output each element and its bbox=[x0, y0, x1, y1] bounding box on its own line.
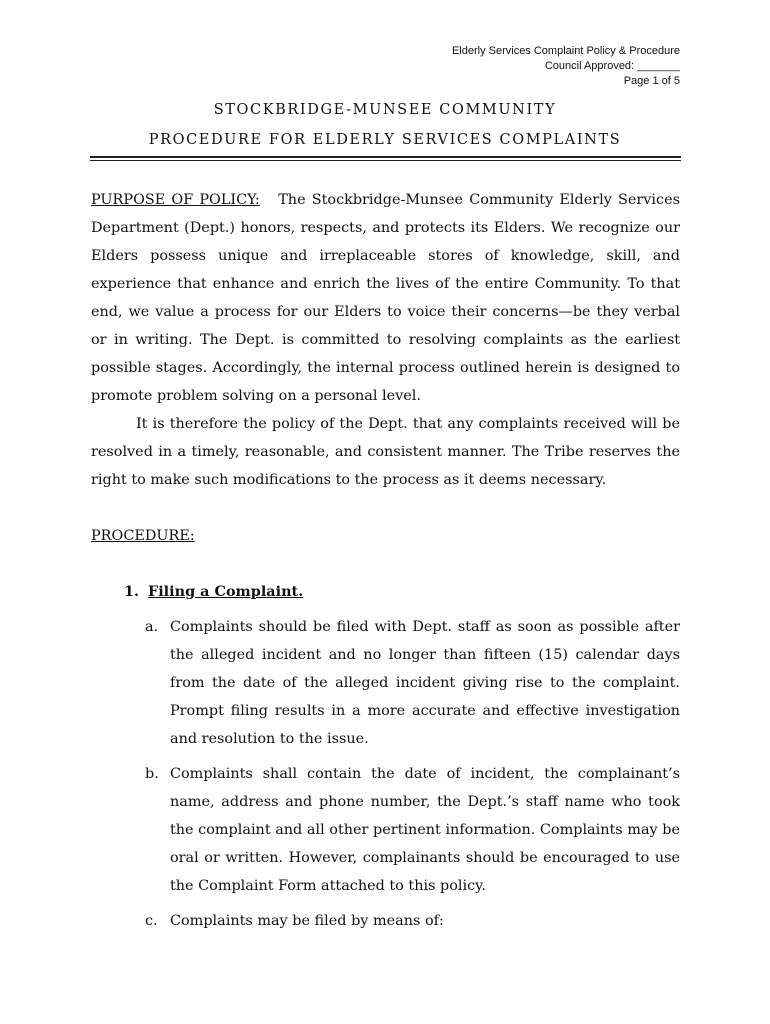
section-title: Filing a Complaint. bbox=[148, 583, 304, 600]
section-heading bbox=[124, 578, 303, 606]
title-rule-thick bbox=[90, 156, 681, 158]
header-council-approved: Council Approved: _______ bbox=[544, 60, 680, 72]
document-title: PROCEDURE FOR ELDERLY SERVICES COMPLAINTS bbox=[148, 132, 622, 148]
header-document-title: Elderly Services Complaint Policy & Procedure bbox=[451, 45, 680, 57]
running-header bbox=[452, 44, 680, 89]
title-rule-thin bbox=[90, 160, 681, 161]
list-item bbox=[145, 613, 680, 753]
list-item bbox=[145, 760, 680, 900]
title-block bbox=[90, 98, 680, 152]
policy-statement-text: It is therefore the policy of the Dept. that any complaints received will be resolved in a timely, reasonable, and consistent manner. The Tribe reserves the right to make such modifications to the process as it deems necessary. bbox=[91, 416, 680, 488]
purpose-paragraph bbox=[91, 186, 680, 410]
purpose-text: The Stockbridge-Munsee Community Elderly Services Department (Dept.) honors, respects, and protects its Elders. We recognize our Elders possess unique and irreplaceable stores of knowledge, skill, and experience that enhance and enrich the lives of the entire Community. To that end, we value a process for our Elders to voice their concerns—be they verbal or in writing. The Dept. is committed to resolving complaints as the earliest possible stages. Accordingly, the internal process outlined herein is designed to promote problem solving on a personal level. bbox=[91, 192, 680, 404]
list-item-text: Complaints should be filed with Dept. staff as soon as possible after the alleged incident and no longer than fifteen (15) calendar days from the date of the alleged incident giving rise to the complaint. Prompt filing results in a more accurate and effective investigation and resolution to the issue. bbox=[170, 619, 680, 747]
purpose-label: PURPOSE OF POLICY: bbox=[91, 192, 260, 208]
list-item-text: Complaints may be filed by means of: bbox=[170, 913, 444, 929]
header-page-number: Page 1 of 5 bbox=[623, 75, 680, 87]
list-item-letter: c. bbox=[145, 913, 158, 929]
procedure-heading: PROCEDURE: bbox=[91, 528, 195, 544]
list-item-letter: b. bbox=[145, 766, 159, 782]
list-item bbox=[145, 907, 680, 935]
section-number: 1. bbox=[124, 583, 140, 600]
list-item-letter: a. bbox=[145, 619, 159, 635]
organization-title: STOCKBRIDGE-MUNSEE COMMUNITY bbox=[213, 102, 557, 118]
policy-statement bbox=[91, 410, 680, 494]
list-item-text: Complaints shall contain the date of incident, the complainant’s name, address and phone number, the Dept.’s staff name who took the complaint and all other pertinent information. Complaints may be oral or written. However, complainants should be encouraged to use the Complaint Form attached to this policy. bbox=[170, 766, 680, 894]
